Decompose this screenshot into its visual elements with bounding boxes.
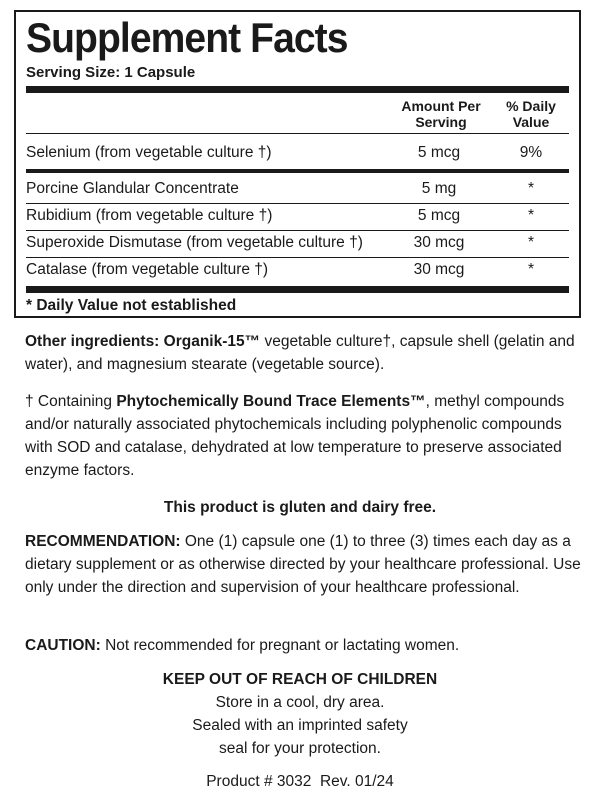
containing-prefix: † Containing [25,393,117,410]
nutrient-name: Superoxide Dismutase (from vegetable culture †) [26,234,363,251]
nutrient-amount: 30 mcg [413,234,465,251]
storage-line: Store in a cool, dry area. [215,694,385,711]
storage-line: seal for your protection. [219,740,381,757]
gluten-dairy-free-statement: This product is gluten and dairy free. [163,499,437,516]
recommendation-label: RECOMMENDATION: [25,533,181,550]
thick-rule [26,86,569,93]
recommendation [25,530,585,599]
caution-text: Not recommended for pregnant or lactating women. [100,637,460,654]
nutrient-name: Porcine Glandular Concentrate [26,180,239,197]
serving-size: Serving Size: 1 Capsule [26,64,196,81]
containing-bold: Phytochemically Bound Trace Elements™ [116,393,426,410]
nutrient-amount: 5 mg [421,180,457,197]
storage-block [0,668,600,760]
divider [26,133,569,134]
supplement-facts-panel [14,10,581,318]
amount-per-serving-header: Amount Per Serving [401,98,481,130]
nutrient-dv: * [527,207,535,224]
caution-label: CAUTION: [25,637,101,654]
nutrient-name: Rubidium (from vegetable culture †) [26,207,273,224]
nutrient-row [26,141,569,165]
storage-line: Sealed with an imprinted safety [192,717,408,734]
keep-out-of-reach-heading: KEEP OUT OF REACH OF CHILDREN [162,671,438,688]
product-number: Product # 3032 Rev. 01/24 [206,773,394,790]
recommendation-text: One (1) capsule one (1) to three (3) times each day as a dietary supplement or as otherwise directed by your healthcare professional. Use only under the direction and supervision of your healthcare professional. [25,533,581,596]
other-ingredients-text: vegetable culture†, capsule shell (gelatin and water), and magnesium stearate (vegetable source). [25,333,575,373]
nutrient-dv: * [527,261,535,278]
daily-value-footnote: * Daily Value not established [26,297,237,314]
nutrient-row [26,177,569,201]
other-ingredients-label: Other ingredients: [25,333,164,350]
nutrient-row [26,258,569,282]
facts-title: Supplement Facts [26,14,348,61]
nutrient-row [26,231,569,255]
medium-rule [26,169,569,173]
nutrient-dv: 9% [519,144,543,161]
nutrient-amount: 5 mcg [417,144,461,161]
brand-name: Organik-15™ [163,333,261,350]
nutrient-amount: 30 mcg [413,261,465,278]
containing-statement [25,390,585,482]
daily-value-header: % Daily Value [506,98,556,130]
nutrient-row [26,204,569,228]
nutrient-name: Selenium (from vegetable culture †) [26,144,272,161]
thick-rule [26,286,569,293]
nutrient-dv: * [527,180,535,197]
other-ingredients [25,330,585,376]
caution [25,634,585,657]
nutrient-name: Catalase (from vegetable culture †) [26,261,269,278]
nutrient-dv: * [527,234,535,251]
nutrient-amount: 5 mcg [417,207,461,224]
containing-text: , methyl compounds and/or naturally associated phytochemicals including polyphenolic compounds with SOD and catalase, dehydrated at low temperature to preserve associated enzyme factors. [25,393,565,479]
